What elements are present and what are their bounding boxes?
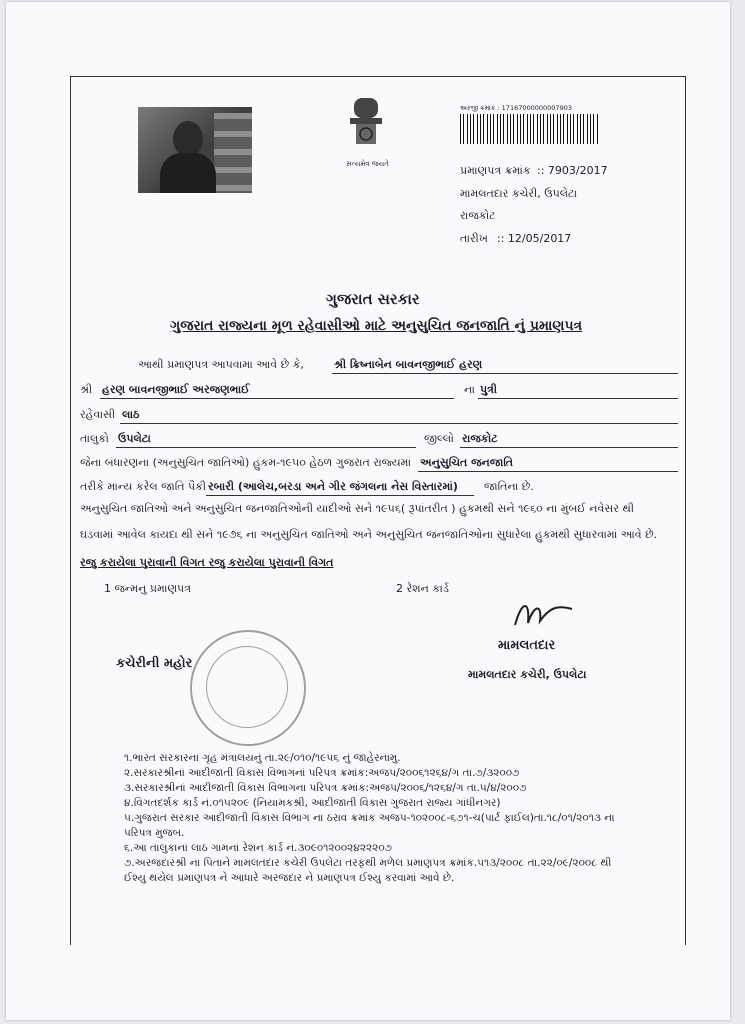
note-line: ૩.સરકારશ્રીનાં આદીજાતી વિકાસ વિભાગના પરિપત્ર ક્રમાંક:અજપ/૨૦૦૬/૧૨૬૪/ગ તા.૫/૪/૨૦૦૭ (124, 782, 527, 794)
issuing-district: રાજકોટ (460, 209, 496, 222)
applicant-name: શ્રી ક્રિષ્નાબેન બાવનજીભાઈ હરણ (334, 358, 483, 371)
barcode-icon (460, 114, 600, 144)
na-label: ના (464, 383, 475, 396)
evidence-item-2: 2 રેશન કાર્ડ (396, 582, 449, 595)
signature-icon (510, 595, 580, 635)
certificate-subtitle: ગુજરાત રાજ્યના મૂળ રહેવાસીઓ માટે અનુસુચિત જનજાતિ નું પ્રમાણપત્ર (170, 318, 583, 334)
order-value: અનુસુચિત જનજાતિ (420, 456, 514, 469)
evidence-item-1: 1 જન્મનુ પ્રમાણપત્ર (104, 582, 191, 595)
signatory-title: મામલતદાર (498, 638, 556, 653)
page-title: ગુજરાત સરકાર (326, 290, 420, 308)
legal-paragraph: અનુસુચિત જાતિઓ અને અનુસુચિત જનજાતિઓની યાદીઓ સને ૧૯૫૬( રૂપાંતરીત ) હુકમથી સને ૧૯૬૦ ના મુંબઈ નવેસર થી ઘડવામાં આવેલ કાયદા થી સને ૧૯૭૬ ના અનુસુચિત જાતિઓ અને અનુસુચિત જનજાતિઓના સુધારેલા હુકમથી સુધારવામાં આવે છે. (80, 502, 658, 541)
emblem-motto: સત્યમેવ જયતે (346, 160, 389, 168)
note-line: ૭.અરજદારશ્રી ના પિતાને મામલતદાર કચેરી ઉપલેટા તરફથી મળેલ પ્રમાણપત્ર ક્રમાંક.૫૧૩/૨૦૦૮ તા.૨૨/૦૯/૨૦૦૮ થી (124, 857, 612, 869)
date-value: :: 12/05/2017 (497, 232, 572, 245)
district-value: રાજકોટ (462, 432, 498, 445)
note-line: ૧.ભારત સરકારના ગૃહ મંત્રાલયનું તા.૨૯/૦૧૦/૧૯૫૬ નું જાહેરનામુ. (124, 752, 401, 764)
taluka-label: તાલુકો (80, 432, 109, 445)
father-name: હરણ બાવનજીભાઈ અરજણભાઈ (102, 383, 250, 396)
stamp-label: કચેરીની મહોર (116, 656, 193, 671)
date-label: તારીખ (460, 232, 488, 245)
note-line: ૬.આ તાલુકાનાં લાઠ ગામનાં રેશન કાર્ડ નં.૩૦૯૦૧૨૦૦૨૪૨૨૨૦૭ (124, 842, 392, 854)
applicant-photo (138, 107, 252, 193)
evidence-heading: રજુ કરાયેલા પુરાવાની વિગત રજુ કરાયેલા પુરાવાની વિગત (80, 556, 334, 569)
cert-number-label: પ્રમાણપત્ર ક્રમાંક (460, 164, 531, 177)
caste-value: રબારી (આલેચ,બરડા અને ગીર જંગલના નેસ વિસ્તારમાં) (208, 480, 458, 493)
caste-label: તરીકે માન્ય કરેલ જાતિ પૈકી (80, 480, 207, 493)
caste-suffix: જાતિના છે. (484, 480, 534, 493)
national-emblem-icon (346, 92, 386, 152)
resident-value: લાઠ (122, 408, 140, 421)
order-text: જેના બંધારણના (અનુસુચિત જાતિઓ) હુકમ-૧૯૫૦ હેઠળ ગુજરાત રાજ્યમાં (80, 456, 412, 469)
note-line: ૨.સરકારશ્રીનાં આદીજાતી વિકાસ વિભાગનાં પરિપત્ર ક્રમાંક:અજપ/૨૦૦૬૧૨૬૪/ગ તા.૭/૩૨૦૦૭ (124, 767, 520, 779)
shri-label: શ્રી (80, 383, 93, 396)
signatory-office: મામલતદાર કચેરી, ઉપલેટા (468, 668, 587, 681)
application-number: અરજી ક્રમાંક : 17167000000007903 (460, 104, 572, 112)
district-label: જીલ્લો (424, 432, 454, 445)
note-line: પરિપત્ર મુજબ. (124, 827, 185, 839)
taluka-value: ઉપલેટા (118, 432, 151, 445)
resident-label: રહેવાસી (80, 408, 116, 421)
note-line: ૫.ગુજરાત સરકાર આદીજાતી વિકાસ વિભાગ ના ઠરાવ ક્રમાંક અજપ-૧૦૨૦૦૮-૬૭૧-ચ(પાર્ટ ફાઈલ)તા.૧૮/૦૧/૨૦૧૩ ના (124, 812, 615, 824)
note-line: ઈશ્યુ થયેલ પ્રમાણપત્ર ને આધારે અરજદાર ને પ્રમાણપત્ર ઈશ્યુ કરવામાં આવે છે. (124, 872, 455, 884)
note-line: ૪.વિગતદર્શક કાર્ડ નં.૦૧૫૨૦૯ (નિયામકશ્રી, આદીજાતી વિકાસ ગુજરાત રાજ્ય ગાંધીનગર) (124, 797, 501, 809)
intro-text: આથી પ્રમાણપત્ર આપવામા આવે છે કે, (138, 358, 304, 371)
office-seal-icon (190, 630, 306, 746)
relation-value: પુત્રી (480, 383, 498, 396)
cert-number-value: :: 7903/2017 (537, 164, 608, 177)
issuing-office: મામલતદાર કચેરી, ઉપલેટા (460, 187, 578, 200)
